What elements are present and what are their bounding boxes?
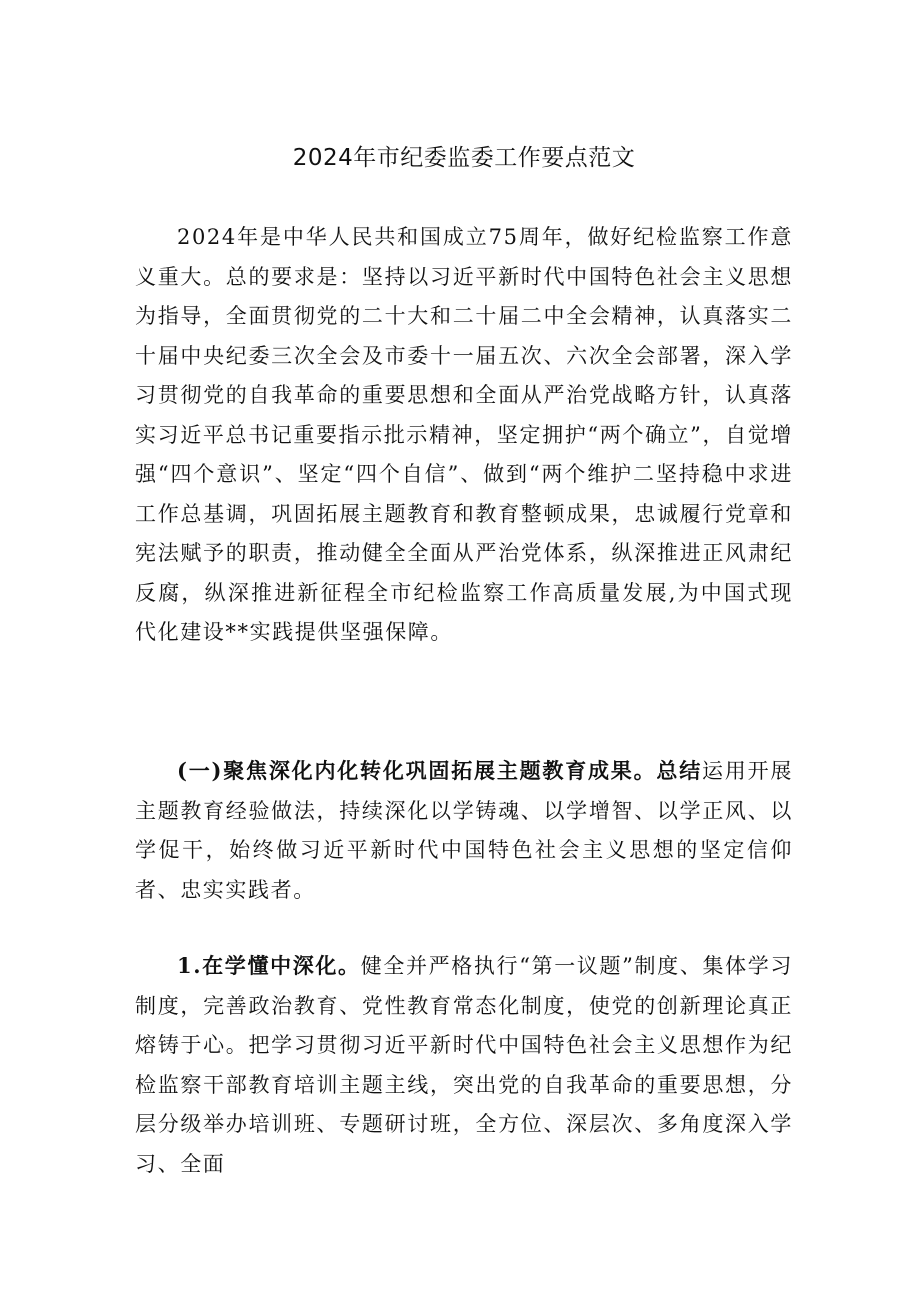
section-1-text: 运用开展主题教育经验做法，持续深化以学铸魂、以学增智、以学正风、以学促干，始终做习近平新时代中国特色社会主义思想的坚定信仰者、忠实实践者。: [135, 759, 793, 902]
section-1-paragraph: [135, 751, 793, 910]
intro-paragraph-text: 2024年是中华人民共和国成立75周年，做好纪检监察工作意义重大。总的要求是：坚持以习近平新时代中国特色社会主义思想为指导，全面贯彻党的二十大和二十届二中全会精神，认真落实二十届中央纪委三次全会及市委十一届五次、六次全会部署，深入学习贯彻党的自我革命的重要思想和全面从严治党战略方针，认真落实习近平总书记重要指示批示精神，坚定拥护“两个确立”，自觉增强“四个意识”、坚定“四个自信”、做到“两个维护二坚持稳中求进工作总基调，巩固拓展主题教育和教育整顿成果，忠诚履行党章和宪法赋予的职责，推动健全全面从严治党体系，纵深推进正风肃纪反腐，纵深推进新征程全市纪检监察工作高质量发展,为中国式现代化建设**实践提供坚强保障。: [135, 225, 793, 644]
item-1-text: 健全并严格执行“第一议题”制度、集体学习制度，完善政治教育、党性教育常态化制度，使党的创新理论真正熔铸于心。把学习贯彻习近平新时代中国特色社会主义思想作为纪检监察干部教育培训主题主线，突出党的自我革命的重要思想，分层分级举办培训班、专题研讨班，全方位、深层次、多角度深入学习、全面: [135, 954, 793, 1176]
document-title: 2024年市纪委监委工作要点范文: [292, 145, 636, 171]
item-1-paragraph: [135, 946, 793, 1184]
section-1-heading: (一)聚焦深化内化转化巩固拓展主题教育成果。总结: [177, 758, 702, 783]
item-1-heading: 1.在学懂中深化。: [177, 953, 361, 978]
intro-paragraph: [135, 218, 793, 653]
